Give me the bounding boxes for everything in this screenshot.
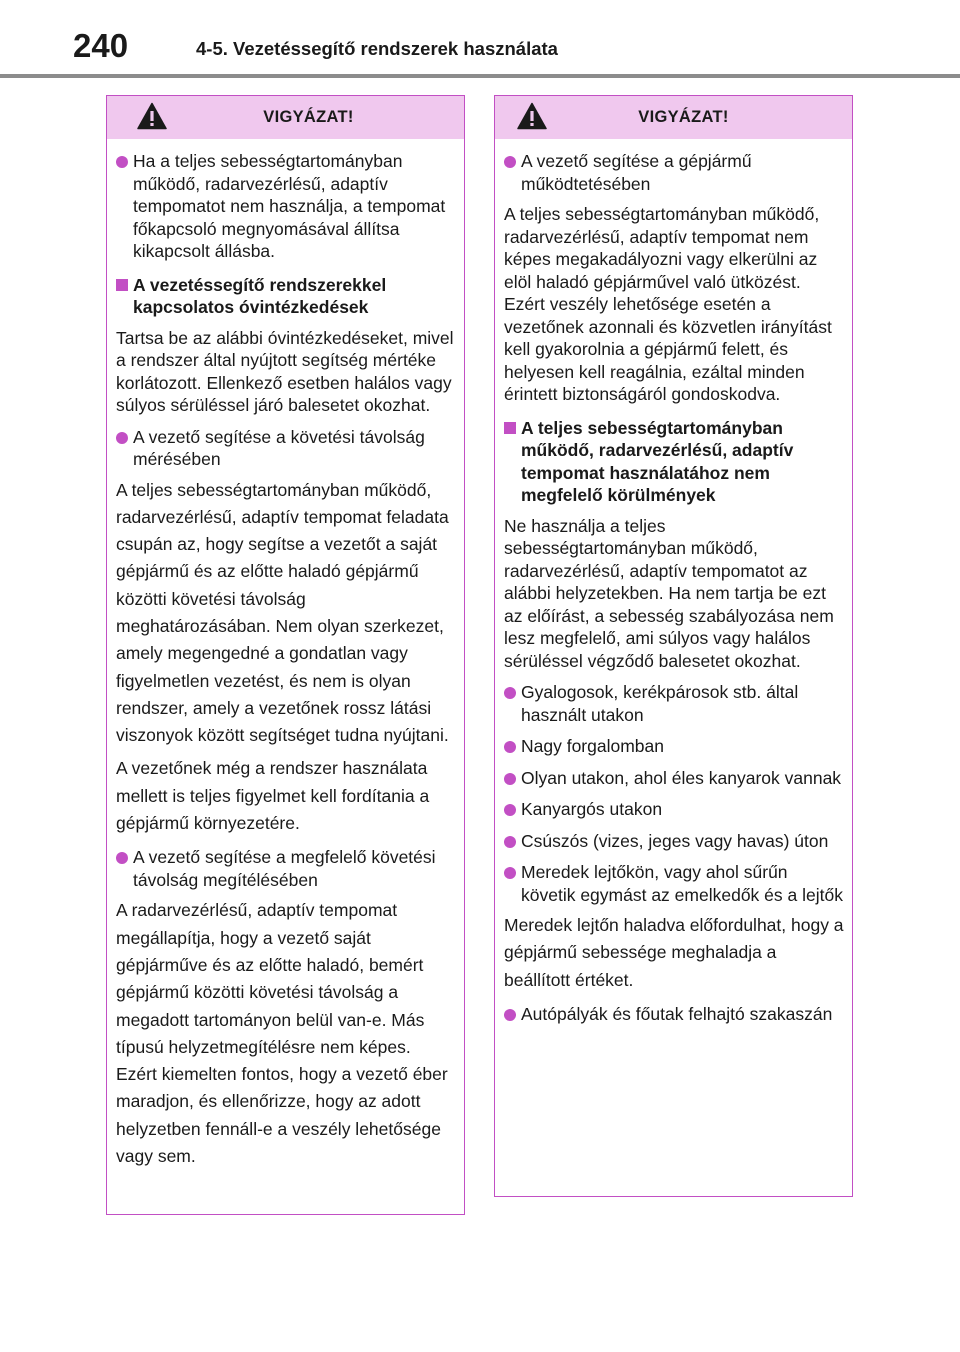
- bullet-dot-icon: [504, 867, 516, 879]
- bullet-text: Meredek lejtőkön, vagy ahol sűrűn követik egymást az emelkedők és a lejtők: [521, 862, 843, 905]
- bullet-dot-icon: [504, 773, 516, 785]
- bullet-text: A vezető segítése a megfelelő követési távolság megítélésében: [133, 847, 436, 890]
- bullet-item: [504, 767, 844, 790]
- bullet-text: Olyan utakon, ahol éles kanyarok vannak: [521, 767, 842, 788]
- warning-box-header: [495, 96, 852, 139]
- paragraph: Meredek lejtőn haladva előfordulhat, hogy a gépjármű sebessége meghaladja a beállított értéket.: [504, 915, 844, 990]
- bullet-dot-icon: [504, 741, 516, 753]
- bullet-item: [504, 798, 844, 821]
- square-bullet-icon: [116, 279, 128, 291]
- bullet-dot-icon: [504, 687, 516, 699]
- bullet-item: [504, 681, 844, 726]
- subheading: [504, 417, 844, 507]
- warning-triangle-icon: [517, 102, 547, 130]
- bullet-item: [504, 861, 844, 906]
- warning-box-header: [107, 96, 464, 139]
- subheading-text: A teljes sebességtartományban működő, radarvezérlésű, adaptív tempomat használatához nem megfelelő körülmények: [521, 417, 794, 505]
- bullet-dot-icon: [116, 156, 128, 168]
- subheading: [116, 274, 456, 319]
- paragraph: A teljes sebességtartományban működő, radarvezérlésű, adaptív tempomat feladata csupán az, hogy segítse a vezetőt a saját gépjármű és az előtte haladó gépjármű közötti követési távolság meghatározásában. Nem olyan szerkezet, amely megengedné a gondatlan vagy figyelmetlen vezetést, és nem is olyan rendszer, amely a vezetőnek rossz látási viszonyok között segítséget tudna nyújtani.: [116, 479, 449, 746]
- paragraph: Tartsa be az alábbi óvintézkedéseket, mivel a rendszer által nyújtott segítség mértéke korlátozott. Ellenkező esetben halálos vagy súlyos sérüléssel járó balesetet okozhat.: [116, 327, 454, 415]
- bullet-dot-icon: [504, 836, 516, 848]
- bullet-text: Nagy forgalomban: [521, 736, 664, 756]
- warning-box-left: [106, 95, 465, 1215]
- bullet-dot-icon: [504, 804, 516, 816]
- bullet-dot-icon: [116, 852, 128, 864]
- bullet-text: Ha a teljes sebességtartományban működő, radarvezérlésű, adaptív tempomatot nem használja, a tempomat főkapcsoló megnyomásával állítsa kikapcsolt állásba.: [133, 151, 446, 261]
- paragraph: A teljes sebességtartományban működő, radarvezérlésű, adaptív tempomat nem képes megakadályozni vagy elkerülni az elöl haladó gépjárművel való ütközést. Ezért veszély lehetősége esetén a vezetőnek azonnali és közvetlen irányítást kell gyakorolnia a gépjármű felett, és helyesen kell reagálnia, ezáltal minden érintett biztonságáról gondoskodva.: [504, 204, 832, 404]
- bullet-text: Kanyargós utakon: [521, 799, 663, 819]
- bullet-text: A vezető segítése a követési távolság mérésében: [133, 426, 425, 469]
- header-divider: [0, 74, 960, 78]
- warning-box-right: [494, 95, 853, 1197]
- bullet-item: [116, 846, 456, 891]
- subheading-text: A vezetéssegítő rendszerekkel kapcsolatos óvintézkedések: [133, 274, 387, 317]
- bullet-text: Autópályák és főutak felhajtó szakaszán: [521, 1003, 833, 1024]
- bullet-item: [504, 1003, 844, 1026]
- warning-box-title: VIGYÁZAT!: [263, 108, 354, 126]
- square-bullet-icon: [504, 422, 516, 434]
- bullet-item: [504, 150, 844, 195]
- page-header: [0, 0, 960, 80]
- paragraph: Ne használja a teljes sebességtartományban működő, radarvezérlésű, adaptív tempomatot az alábbi helyzetekben. Ha nem tartja be ezt az előírást, a sebesség szabályozása nem lesz megfelelő, ami súlyos vagy halálos sérüléssel végződő balesetet okozhat.: [504, 515, 834, 671]
- warning-box-content: [495, 139, 852, 1025]
- warning-box-content: [107, 139, 464, 1170]
- bullet-item: [504, 830, 844, 853]
- page-number: 240: [73, 27, 129, 64]
- section-title: 4-5. Vezetéssegítő rendszerek használata: [196, 38, 558, 59]
- bullet-item: [504, 735, 844, 758]
- bullet-text: Gyalogosok, kerékpárosok stb. által használt utakon: [521, 682, 799, 725]
- paragraph: A radarvezérlésű, adaptív tempomat megállapítja, hogy a vezető saját gépjárműve és az előtte haladó, bemért gépjármű közötti követési távolság a megadott tartományon belül van-e. Más típusú helyzetmegítélésre nem képes. Ezért kiemelten fontos, hogy a vezető éber maradjon, és ellenőrizze, hogy az adott helyzetben fennáll-e a veszély lehetősége vagy sem.: [116, 900, 448, 1167]
- warning-box-title: VIGYÁZAT!: [638, 108, 729, 126]
- bullet-item: [116, 426, 456, 471]
- bullet-dot-icon: [504, 156, 516, 168]
- bullet-text: A vezető segítése a gépjármű működtetésében: [521, 151, 752, 194]
- bullet-text: Csúszós (vizes, jeges vagy havas) úton: [521, 830, 829, 851]
- bullet-item: [116, 150, 456, 263]
- bullet-dot-icon: [116, 432, 128, 444]
- bullet-dot-icon: [504, 1009, 516, 1021]
- warning-triangle-icon: [137, 102, 167, 130]
- paragraph: A vezetőnek még a rendszer használata mellett is teljes figyelmet kell fordítania a gépjármű környezetére.: [116, 758, 430, 834]
